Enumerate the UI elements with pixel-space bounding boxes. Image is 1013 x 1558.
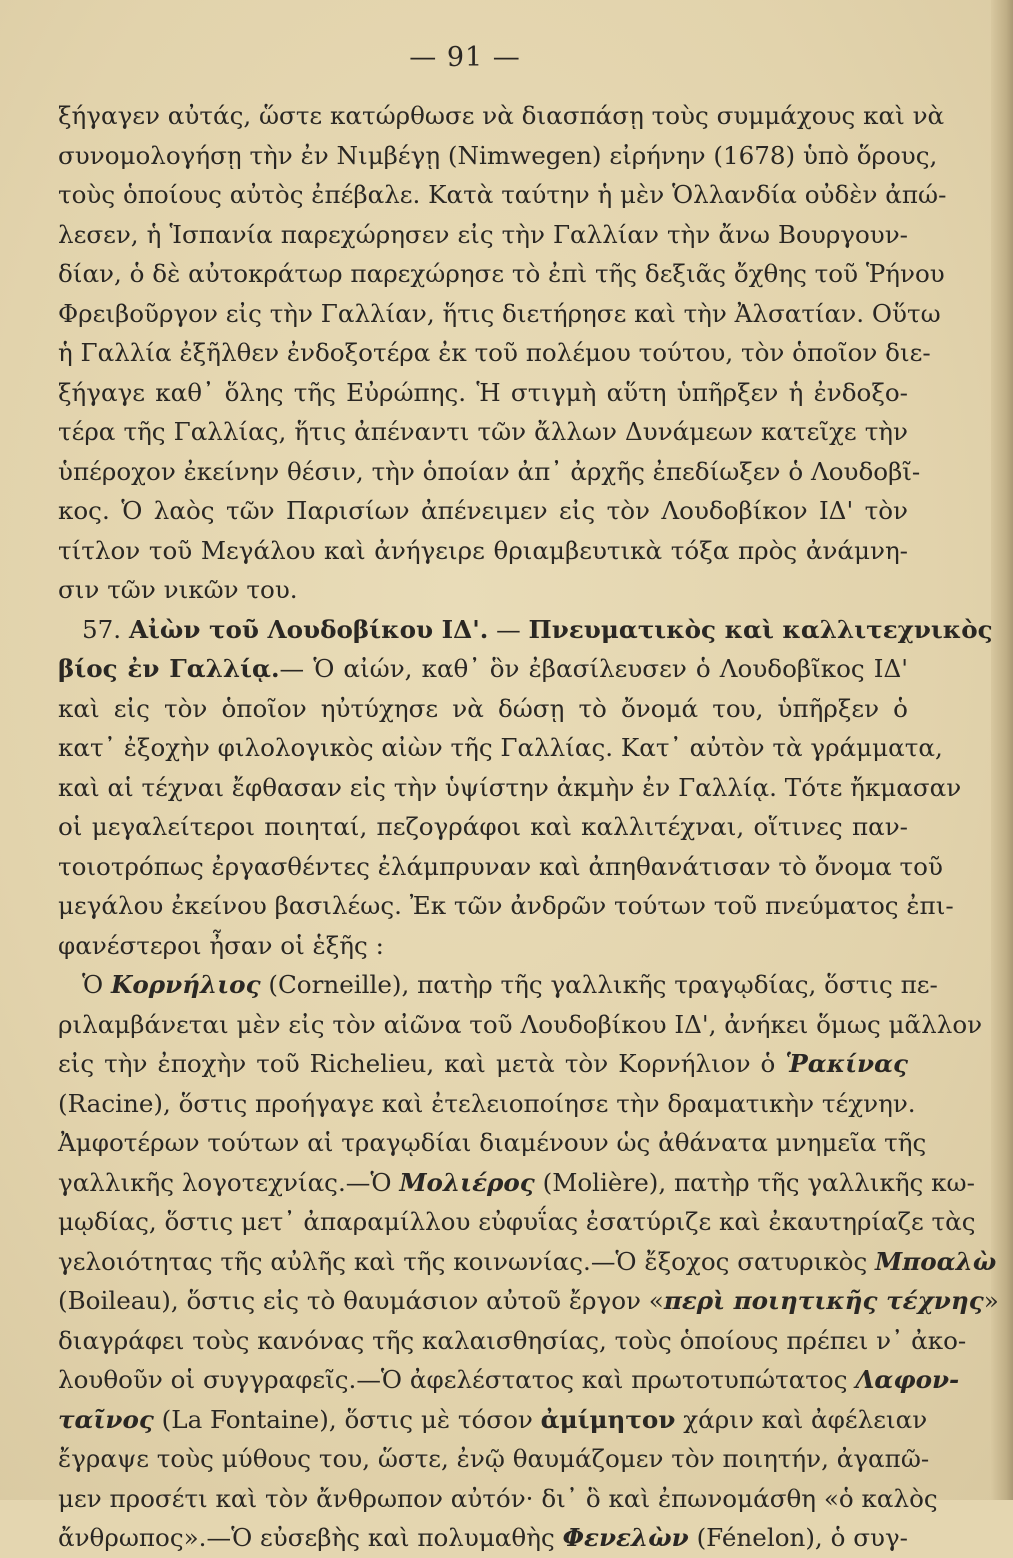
- text-run: (La Fontaine), ὅστις μὲ τόσον: [153, 1404, 541, 1434]
- text-line: τοιοτρόπως ἐργασθέντες ἐλάμπρυναν καὶ ἀπηθανάτισαν τὸ ὄνομα τοῦ: [58, 851, 943, 881]
- section-subtitle-cont: βίος ἐν Γαλλίᾳ.: [58, 654, 280, 683]
- section-number: 57.: [82, 614, 122, 644]
- text-line: τίτλον τοῦ Μεγάλου καὶ ἀνήγειρε θριαμβευτικὰ τόξα πρὸς ἀνάμνη-: [58, 535, 908, 565]
- text-run: εἰς τὴν ἐποχὴν τοῦ Richelieu, καὶ μετὰ τὸν Κορνήλιον ὁ: [58, 1049, 786, 1078]
- text-line: μεγάλου ἐκείνου βασιλέως. Ἐκ τῶν ἀνδρῶν τούτων τοῦ πνεύματος ἐπι-: [58, 891, 954, 920]
- text-line: ξήγαγεν αὐτάς, ὥστε κατώρθωσε νὰ διασπάσῃ τοὺς συμμάχους καὶ νὰ: [58, 101, 945, 130]
- page-number: — 91 —: [409, 42, 521, 73]
- text-line: Ἀμφοτέρων τούτων αἱ τραγῳδίαι διαμένουν ὡς ἀθάνατα μνημεῖα τῆς: [58, 1128, 927, 1157]
- body-text: [58, 96, 999, 1558]
- text-line: ἔγραψε τοὺς μύθους του, ὥστε, ἐνῷ θαυμάζομεν τὸν ποιητήν, ἀγαπῶ-: [58, 1444, 930, 1473]
- section-subtitle: Πνευματικὸς καὶ καλλιτεχνικὸς: [528, 614, 993, 644]
- text-line: [58, 1163, 975, 1203]
- text-run: (Corneille), πατὴρ τῆς γαλλικῆς τραγῳδίας, ὅστις πε-: [260, 970, 938, 999]
- text-line: κατ᾽ ἐξοχὴν φιλολογικὸς αἰὼν τῆς Γαλλίας. Κατ᾽ αὐτὸν τὰ γράμματα,: [58, 733, 943, 762]
- text-line: μῳδίας, ὅστις μετ᾽ ἀπαραμίλλου εὐφυΐας ἐσατύριζε καὶ ἐκαυτηρίαζε τὰς: [58, 1207, 976, 1236]
- text-run: (Molière), πατὴρ τῆς γαλλικῆς κω-: [534, 1167, 975, 1197]
- text-line: ριλαμβάνεται μὲν εἰς τὸν αἰῶνα τοῦ Λουδοβίκου ΙΔ', ἀνήκει ὅμως μᾶλλον: [58, 1009, 983, 1039]
- text-line: συνομολογήσῃ τὴν ἐν Νιμβέγῃ (Nimwegen) εἰρήνην (1678) ὑπὸ ὅρους,: [58, 140, 938, 170]
- text-line: [58, 965, 938, 1005]
- text-line: καὶ εἰς τὸν ὁποῖον ηὐτύχησε νὰ δώσῃ τὸ ὄνομά του, ὑπῆρξεν ὁ: [58, 693, 908, 723]
- author-name-corneille: Κορνήλιος: [110, 970, 261, 999]
- paragraph-conclusion-war: [58, 96, 947, 610]
- text-run: λουθοῦν οἱ συγγραφεῖς.—Ὁ ἀφελέστατος καὶ πρωτοτυπώτατος: [58, 1365, 856, 1394]
- text-line: δίαν, ὁ δὲ αὐτοκράτωρ παρεχώρησε τὸ ἐπὶ τῆς δεξιᾶς ὄχθης τοῦ Ῥήνου: [58, 259, 945, 288]
- text-line: καὶ αἱ τέχναι ἔφθασαν εἰς τὴν ὑψίστην ἀκμὴν ἐν Γαλλίᾳ. Τότε ἤκμασαν: [58, 772, 962, 802]
- section-heading-line-2: [58, 649, 908, 689]
- text-run: »: [983, 1286, 999, 1315]
- text-line: (Racine), ὅστις προήγαγε καὶ ἐτελειοποίησε τὴν δραματικὴν τέχνην.: [58, 1088, 916, 1118]
- text-line: διαγράφει τοὺς κανόνας τῆς καλαισθησίας, τοὺς ὁποίους πρέπει ν᾽ ἀκο-: [58, 1325, 967, 1355]
- section-title: Αἰὼν τοῦ Λουδοβίκου ΙΔ'.: [128, 614, 489, 644]
- text-line: τέρα τῆς Γαλλίας, ἥτις ἀπέναντι τῶν ἄλλων Δυνάμεων κατεῖχε τὴν: [58, 417, 908, 446]
- text-run: ἄνθρωπος».—Ὁ εὐσεβὴς καὶ πολυμαθὴς: [58, 1523, 563, 1552]
- paragraph-authors: [58, 965, 999, 1558]
- section-57: [58, 610, 993, 966]
- text-line: Φρειβοῦργον εἰς τὴν Γαλλίαν, ἥτις διετήρησε καὶ τὴν Ἀλσατίαν. Οὕτω: [58, 298, 941, 328]
- text-line: τοὺς ὁποίους αὐτὸς ἐπέβαλε. Κατὰ ταύτην ἡ μὲν Ὁλλανδία οὐδὲν ἀπώ-: [58, 180, 947, 209]
- text-run: γελοιότητας τῆς αὐλῆς καὶ τῆς κοινωνίας.—Ὁ ἔξοχος σατυρικὸς: [58, 1246, 876, 1276]
- text-run: Ὁ: [82, 970, 111, 999]
- text-line: σιν τῶν νικῶν του.: [58, 575, 298, 604]
- text-line: οἱ μεγαλείτεροι ποιηταί, πεζογράφοι καὶ καλλιτέχναι, οἵτινες παν-: [58, 812, 908, 841]
- text-line: φανέστεροι ἦσαν οἱ ἑξῆς :: [58, 930, 384, 960]
- section-dash: —: [488, 614, 529, 644]
- text-run: γαλλικῆς λογοτεχνίας.—Ὁ: [58, 1167, 400, 1197]
- author-name-moliere: Μολιέρος: [399, 1167, 535, 1197]
- text-line: λεσεν, ἡ Ἱσπανία παρεχώρησεν εἰς τὴν Γαλλίαν τὴν ἄνω Βουργουν-: [58, 219, 908, 249]
- text-line: ξήγαγε καθ᾽ ὅλης τῆς Εὐρώπης. Ἡ στιγμὴ αὕτη ὑπῆρξεν ἡ ἐνδοξο-: [58, 377, 908, 407]
- text-line: [58, 1281, 999, 1321]
- text-line: [58, 1360, 960, 1400]
- text-line: ὑπέροχον ἐκείνην θέσιν, τὴν ὁποίαν ἀπ᾽ ἀρχῆς ἐπεδίωξεν ὁ Λουδοβῖ-: [58, 456, 921, 486]
- text-line: [58, 1400, 928, 1440]
- text-run: χάριν καὶ ἀφέλειαν: [675, 1404, 928, 1434]
- author-name-boileau: Μποαλὼ: [875, 1246, 997, 1276]
- text-line: ἡ Γαλλία ἐξῆλθεν ἐνδοξοτέρα ἐκ τοῦ πολέμου τούτου, τὸν ὁποῖον διε-: [58, 338, 931, 367]
- text-run: (Boileau), ὅστις εἰς τὸ θαυμάσιον αὐτοῦ ἔργον «: [58, 1286, 664, 1315]
- text-line: [58, 1044, 908, 1084]
- work-title: περὶ ποιητικῆς τέχνης: [663, 1286, 984, 1315]
- text-line: [58, 1518, 908, 1558]
- text-line: μεν προσέτι καὶ τὸν ἄνθρωπον αὐτόν· δι᾽ ὃ καὶ ἐπωνομάσθη «ὁ καλὸς: [58, 1483, 938, 1513]
- author-name-lafontaine: Λαφον-: [855, 1365, 960, 1394]
- author-name-racine: Ῥακίνας: [785, 1049, 908, 1078]
- author-name-lafontaine-cont: ταῖνος: [58, 1404, 154, 1434]
- text-line: [58, 1242, 997, 1282]
- section-heading-line: [58, 610, 993, 650]
- author-name-fenelon: Φενελὼν: [562, 1523, 689, 1552]
- text-run: (Fénelon), ὁ συγ-: [688, 1523, 908, 1552]
- text-run: — Ὁ αἰών, καθ᾽ ὃν ἐβασίλευσεν ὁ Λουδοβῖκος ΙΔ': [279, 654, 909, 683]
- text-line: κος. Ὁ λαὸς τῶν Παρισίων ἀπένειμεν εἰς τὸν Λουδοβίκον ΙΔ' τὸν: [58, 496, 908, 525]
- emphasis-word: ἀμίμητον: [540, 1404, 676, 1434]
